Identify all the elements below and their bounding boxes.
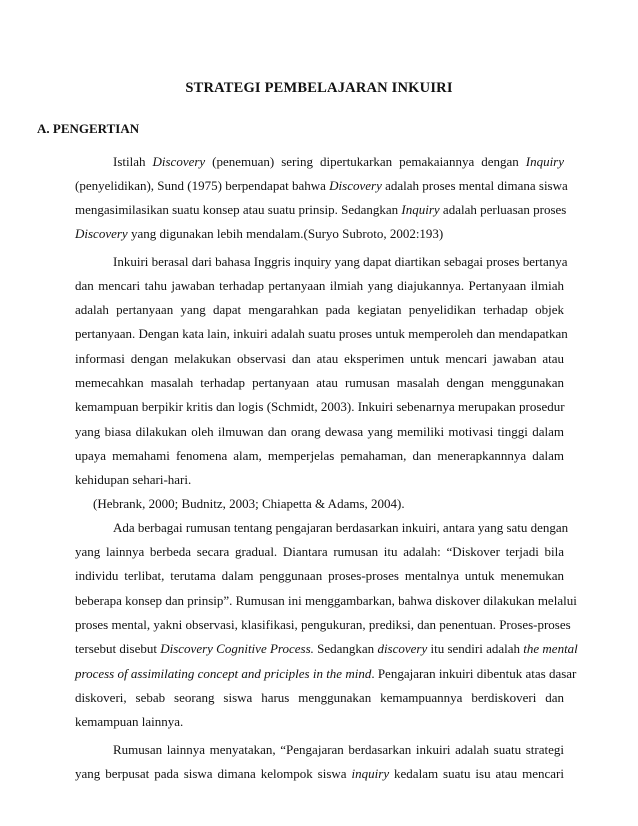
text-line	[75, 641, 578, 657]
page-title: STRATEGI PEMBELAJARAN INKUIRI	[185, 80, 453, 96]
text-run: (penemuan) sering dipertukarkan pemakaiannya dengan	[205, 154, 526, 169]
text-line	[75, 448, 564, 464]
text-run: Sedangkan	[313, 641, 378, 656]
text-run: informasi dengan melakukan observasi dan atau eksperimen untuk mencari jawaban atau	[75, 351, 564, 366]
text-line	[75, 375, 564, 391]
italic-text: Inquiry	[525, 154, 565, 169]
text-line	[75, 351, 564, 367]
section-heading: A. PENGERTIAN	[37, 121, 140, 136]
text-run: dan mencari tahu jawaban terhadap pertanyaan ilmiah yang diajukannya. Pertanyaan ilmiah	[75, 278, 564, 293]
text-line	[75, 568, 564, 584]
text-line	[75, 714, 564, 730]
text-run: itu sendiri adalah	[427, 641, 524, 656]
text-run: yang digunakan lebih mendalam.(Suryo Subroto, 2002:193)	[127, 226, 444, 241]
text-line	[113, 154, 564, 170]
text-run: kedalam suatu isu atau mencari	[389, 766, 564, 781]
text-run: Rumusan lainnya menyatakan, “Pengajaran berdasarkan inkuiri adalah suatu strategi	[113, 742, 564, 757]
text-run: kemampuan lainnya.	[75, 714, 184, 729]
text-line	[75, 326, 568, 342]
text-run: kehidupan sehari-hari.	[75, 472, 192, 487]
text-line	[75, 766, 564, 782]
text-run: mengasimilasikan suatu konsep atau suatu prinsip. Sedangkan	[75, 202, 402, 217]
text-line	[75, 202, 567, 218]
text-line	[75, 617, 571, 633]
italic-text: Discovery	[75, 226, 128, 241]
text-run: diskoveri, sebab seorang siswa harus menggunakan kemampuannya berdiskoveri dan	[75, 690, 564, 705]
text-run: yang lainnya berbeda secara gradual. Diantara rumusan itu adalah: “Diskover terjadi bila	[75, 544, 564, 559]
text-line	[75, 226, 564, 242]
text-line	[75, 593, 577, 609]
italic-text: process of assimilating concept and priciples in the mind	[75, 666, 372, 681]
text-line	[75, 302, 564, 318]
text-run: . Pengajaran inkuiri dibentuk atas dasar	[371, 666, 577, 681]
text-run: Istilah	[113, 154, 153, 169]
text-line	[75, 472, 564, 488]
text-run: Ada berbagai rumusan tentang pengajaran berdasarkan inkuiri, antara yang satu dengan	[113, 520, 569, 535]
italic-text: Inquiry	[401, 202, 440, 217]
text-run: proses mental, yakni observasi, klasifikasi, pengukuran, prediksi, dan penentuan. Proses-proses	[75, 617, 571, 632]
text-run: memecahkan masalah terhadap pertanyaan atau rumusan masalah dengan menggunakan	[75, 375, 564, 390]
text-run: adalah proses mental dimana siswa	[381, 178, 568, 193]
text-line	[75, 424, 564, 440]
italic-text: Discovery	[152, 154, 206, 169]
text-line	[113, 254, 568, 270]
text-run: Inkuiri berasal dari bahasa Inggris inquiry yang dapat diartikan sebagai proses bertanya	[113, 254, 568, 269]
text-line	[75, 690, 564, 706]
text-run: pertanyaan. Dengan kata lain, inkuiri adalah suatu proses untuk memperoleh dan mendapatkan	[75, 326, 568, 341]
text-line	[75, 178, 568, 194]
text-run: kemampuan berpikir kritis dan logis (Schmidt, 2003). Inkuiri sebenarnya merupakan prosedur	[75, 399, 565, 414]
text-run: upaya memahami fenomena alam, memperjelas pemahaman, dan menerapkannnya dalam	[75, 448, 564, 463]
text-line	[93, 496, 582, 512]
italic-text: the mental	[523, 641, 578, 656]
text-run: tersebut disebut	[75, 641, 161, 656]
text-line	[113, 520, 569, 536]
text-run: adalah perluasan proses	[439, 202, 567, 217]
text-run: individu terlibat, terutama dalam penggunaan proses-proses mentalnya untuk menemukan	[75, 568, 564, 583]
text-run: yang berpusat pada siswa dimana kelompok siswa	[75, 766, 352, 781]
text-line	[75, 399, 564, 415]
text-run: yang biasa dilakukan oleh ilmuwan dan orang dewasa yang memiliki motivasi tinggi dalam	[75, 424, 564, 439]
text-run: adalah pertanyaan yang dapat mengarahkan pada kegiatan penyelidikan terhadap objek	[75, 302, 564, 317]
text-line	[75, 278, 564, 294]
italic-text: Discovery Cognitive Process.	[160, 641, 314, 656]
text-line	[113, 742, 564, 758]
text-run: beberapa konsep dan prinsip”. Rumusan ini menggambarkan, bahwa diskover dilakukan melalui	[75, 593, 577, 608]
text-run: (Hebrank, 2000; Budnitz, 2003; Chiapetta & Adams, 2004).	[93, 496, 405, 511]
text-line	[75, 666, 577, 682]
italic-text: Discovery	[329, 178, 382, 193]
text-line	[75, 544, 564, 560]
italic-text: inquiry	[351, 766, 390, 781]
italic-text: discovery	[377, 641, 428, 656]
text-run: (penyelidikan), Sund (1975) berpendapat bahwa	[75, 178, 330, 193]
